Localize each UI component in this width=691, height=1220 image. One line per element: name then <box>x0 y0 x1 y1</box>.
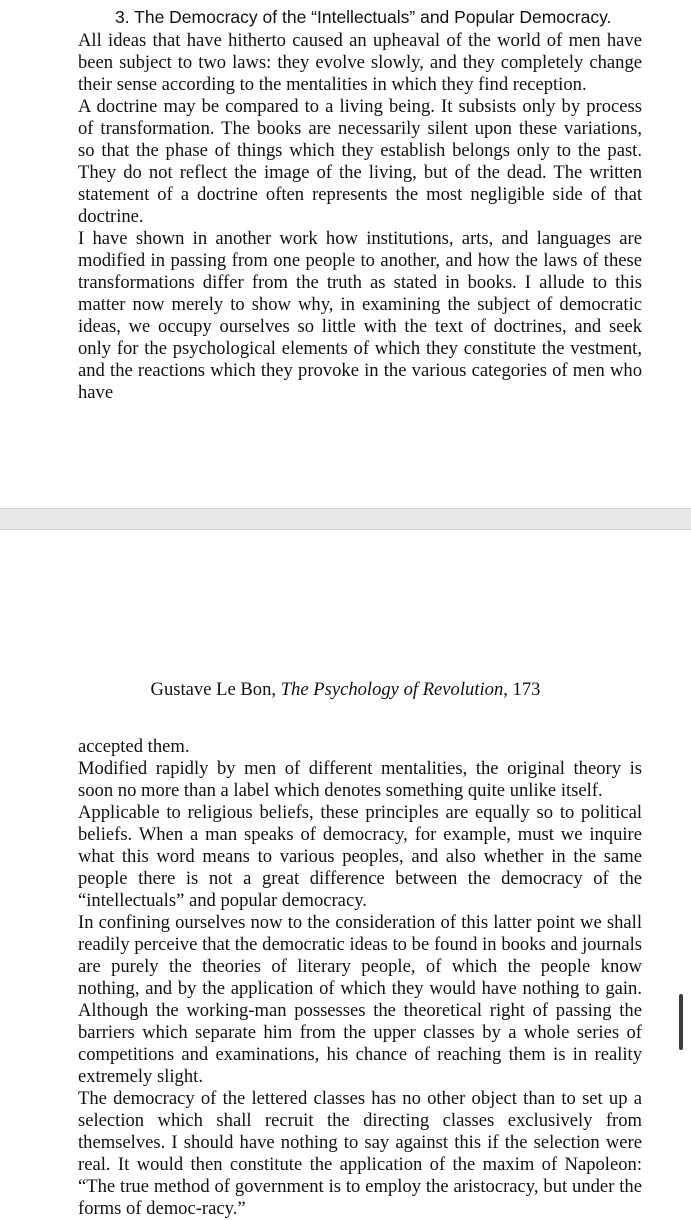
section-heading: 3. The Democracy of the “Intellectuals” and Popular Democracy. <box>115 7 612 27</box>
paragraph: Modified rapidly by men of different mentalities, the original theory is soon no more than a label which denotes something quite unlike itself. <box>78 758 642 801</box>
page-break-divider <box>0 508 691 530</box>
paragraph: The democracy of the lettered classes has no other object than to set up a selection which shall recruit the directing classes exclusively from themselves. I should have nothing to say against this if the selection were real. It would then constitute the application of the maxim of Napoleon: “The true method of government is to employ the aristocracy, but under the forms of democ-racy.” <box>78 1088 642 1219</box>
paragraph: I have shown in another work how institutions, arts, and languages are modified in passing from one people to another, and how the laws of these transformations differ from the truth as stated in books. I allude to this matter now merely to show why, in examining the subject of democratic ideas, we occupy ourselves so little with the text of doctrines, and seek only for the psychological elements of which they constitute the vestment, and the reactions which they provoke in the various categories of men who have <box>78 228 642 403</box>
paragraph: Applicable to religious beliefs, these principles are equally so to political beliefs. When a man speaks of democracy, for example, must we inquire what this word means to various peoples, and also whether in the same people there is not a great difference between the democracy of the “intellectuals” and popular democracy. <box>78 802 642 911</box>
document-page-upper <box>0 0 691 508</box>
document-page-lower <box>0 530 691 1219</box>
running-head-page-number: , 173 <box>503 679 541 700</box>
running-head <box>0 679 691 701</box>
paragraph: All ideas that have hitherto caused an upheaval of the world of men have been subject to two laws: they evolve slowly, and they completely change their sense according to the mentalities in which they find reception. <box>78 30 642 95</box>
scrollbar-thumb[interactable] <box>679 994 683 1050</box>
running-head-author: Gustave Le Bon, <box>150 679 281 700</box>
paragraph: A doctrine may be compared to a living being. It subsists only by process of transformation. The books are necessarily silent upon these variations, so that the phase of things which they establish belongs only to the past. They do not reflect the image of the living, but of the dead. The written statement of a doctrine often represents the most negligible side of that doctrine. <box>78 96 642 227</box>
running-head-title: The Psychology of Revolution <box>280 679 504 700</box>
page-text-lower <box>78 736 642 1220</box>
page-text-upper <box>78 30 642 404</box>
paragraph: accepted them. <box>78 736 190 757</box>
paragraph: In confining ourselves now to the consideration of this latter point we shall readily perceive that the democratic ideas to be found in books and journals are purely the theories of literary people, of which the people know nothing, and by the application of which they would have nothing to gain. Although the working-man possesses the theoretical right of passing the barriers which separate him from the upper classes by a whole series of competitions and examinations, his chance of reaching them is in reality extremely slight. <box>78 912 642 1087</box>
